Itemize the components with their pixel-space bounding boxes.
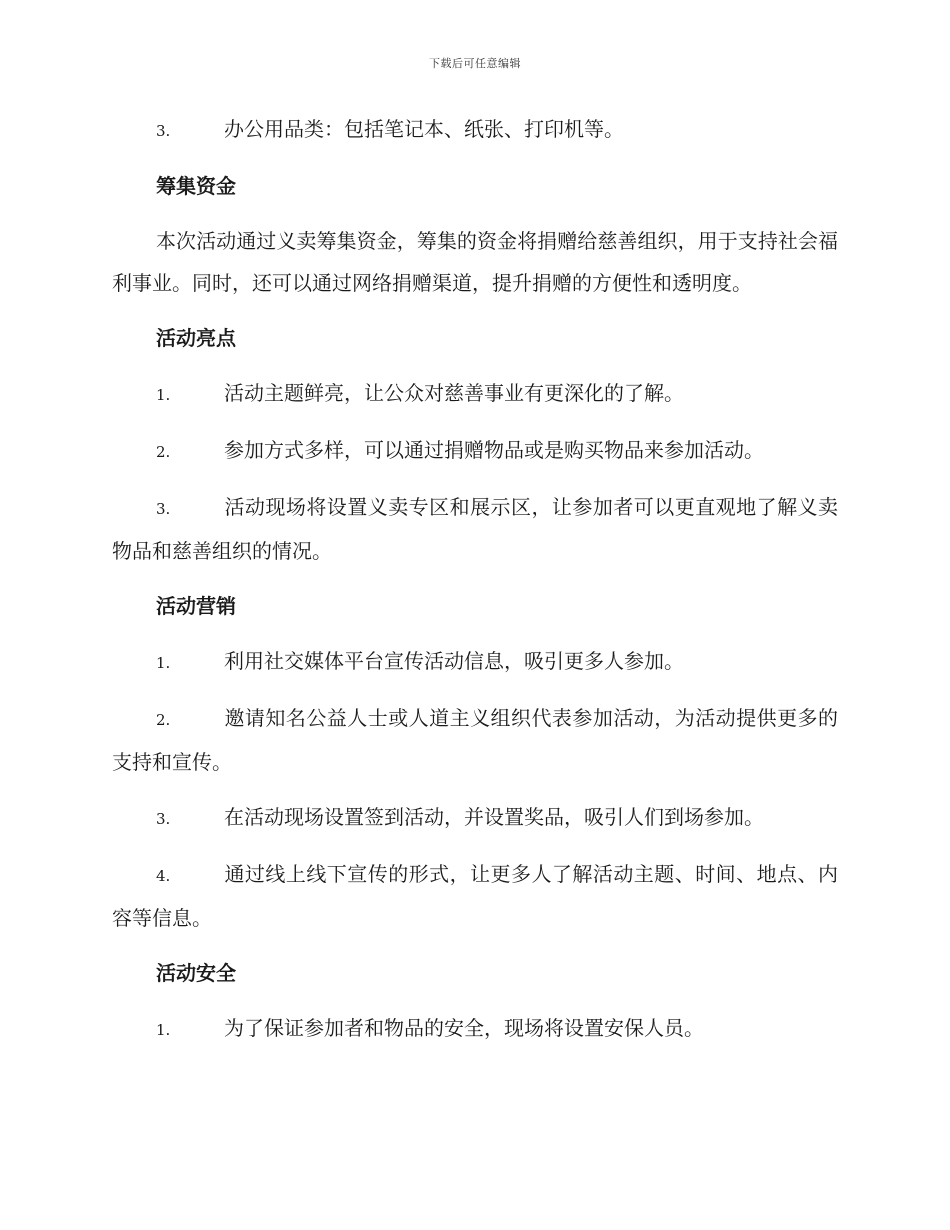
list-number: 1. [156, 386, 171, 404]
list-item [112, 853, 838, 939]
list-text: 活动主题鲜亮，让公众对慈善事业有更深化的了解。 [224, 381, 684, 405]
list-number: 3. [156, 810, 171, 828]
list-item [112, 697, 838, 783]
list-item [112, 640, 838, 684]
list-text: 活动现场将设置义卖专区和展示区，让参加者可以更直观地了解义卖物品和慈善组织的情况。 [112, 495, 838, 563]
list-text: 办公用品类：包括笔记本、纸张、打印机等。 [224, 117, 624, 141]
section-heading-highlights: 活动亮点 [156, 326, 236, 350]
document-body [112, 108, 838, 1064]
list-item [112, 486, 838, 572]
list-item [112, 1007, 838, 1051]
list-item [112, 429, 838, 473]
list-text: 为了保证参加者和物品的安全，现场将设置安保人员。 [224, 1016, 704, 1040]
list-number: 1. [156, 1021, 171, 1039]
list-number: 2. [156, 443, 171, 461]
list-text: 参加方式多样，可以通过捐赠物品或是购买物品来参加活动。 [224, 438, 764, 462]
list-text: 利用社交媒体平台宣传活动信息，吸引更多人参加。 [224, 649, 684, 673]
list-number: 3. [156, 500, 171, 518]
section-heading-marketing: 活动营销 [156, 594, 236, 618]
paragraph: 本次活动通过义卖筹集资金，筹集的资金将捐赠给慈善组织，用于支持社会福利事业。同时，还可以通过网络捐赠渠道，提升捐赠的方便性和透明度。 [112, 229, 838, 295]
list-item [112, 108, 838, 152]
list-number: 3. [156, 122, 171, 140]
list-number: 1. [156, 654, 171, 672]
list-text: 邀请知名公益人士或人道主义组织代表参加活动，为活动提供更多的支持和宣传。 [112, 706, 838, 774]
section-heading-safety: 活动安全 [156, 961, 236, 985]
list-item [112, 372, 838, 416]
list-number: 4. [156, 867, 171, 885]
list-text: 通过线上线下宣传的形式，让更多人了解活动主题、时间、地点、内容等信息。 [112, 862, 838, 930]
section-heading-fundraising: 筹集资金 [156, 174, 236, 198]
list-item [112, 796, 838, 840]
list-text: 在活动现场设置签到活动，并设置奖品，吸引人们到场参加。 [224, 805, 764, 829]
page-header: 下载后可任意编辑 [429, 57, 521, 70]
list-number: 2. [156, 711, 171, 729]
